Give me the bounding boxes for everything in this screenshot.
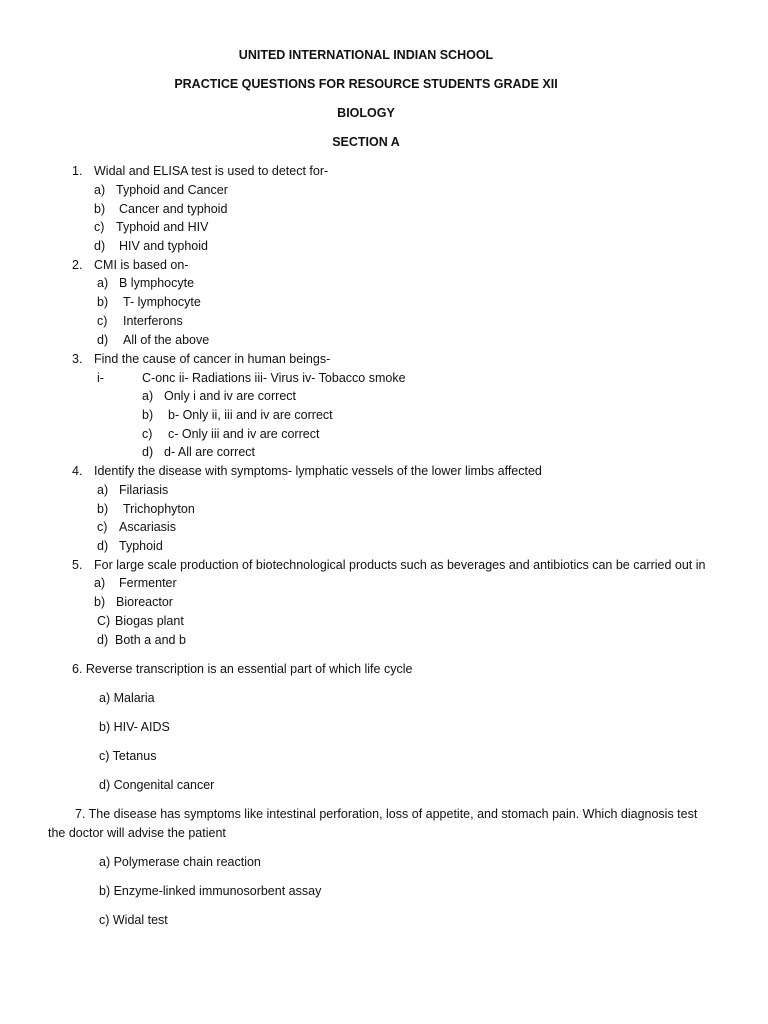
option-5b (94, 594, 173, 610)
question-7: 7. The disease has symptoms like intestinal perforation, loss of appetite, and stomach pain. Which diagnosis test (75, 807, 698, 821)
option-label: b) (94, 595, 106, 609)
option-label: C) (97, 614, 111, 628)
question-text: For large scale production of biotechnological products such as beverages and antibiotics can be carried out in (94, 558, 706, 572)
question-1 (72, 163, 328, 179)
option-text: HIV and typhoid (119, 239, 208, 253)
option-3d (142, 444, 255, 460)
question-7-continued: the doctor will advise the patient (48, 826, 226, 840)
option-3b (142, 407, 333, 423)
school-name: UNITED INTERNATIONAL INDIAN SCHOOL (238, 48, 494, 62)
option-text: Interferons (123, 314, 183, 328)
question-text: Widal and ELISA test is used to detect for- (94, 164, 329, 178)
question-number: 1. (72, 164, 83, 178)
option-text: c- Only iii and iv are correct (168, 427, 320, 441)
option-5a (94, 575, 177, 591)
option-5c (97, 613, 184, 629)
option-label: a) (97, 483, 109, 497)
option-2c (97, 313, 183, 329)
option-text: Trichophyton (123, 502, 195, 516)
option-7b: b) Enzyme-linked immunosorbent assay (99, 884, 322, 898)
option-4a (97, 482, 168, 498)
option-2b (97, 294, 201, 310)
option-2a (97, 275, 194, 291)
option-label: d) (97, 539, 109, 553)
question-number: 5. (72, 558, 83, 572)
option-1d (94, 238, 208, 254)
subject-heading: BIOLOGY (337, 106, 395, 120)
option-text: Bioreactor (116, 595, 173, 609)
question-text: CMI is based on- (94, 258, 189, 272)
option-text: Only i and iv are correct (164, 389, 296, 403)
option-3a (142, 388, 296, 404)
option-text: All of the above (123, 333, 210, 347)
option-text: B lymphocyte (119, 276, 195, 290)
option-5d (97, 632, 186, 648)
option-text: b- Only ii, iii and iv are correct (168, 408, 333, 422)
option-label: b) (94, 202, 106, 216)
section-heading: SECTION A (332, 135, 400, 149)
option-4c (97, 519, 176, 535)
question-3-statements (97, 370, 406, 386)
option-label: b) (97, 502, 109, 516)
question-text: Identify the disease with symptoms- lymphatic vessels of the lower limbs affected (94, 464, 542, 478)
option-1b (94, 201, 227, 217)
option-label: a) (94, 183, 106, 197)
option-text: T- lymphocyte (123, 295, 201, 309)
option-label: a) (94, 576, 106, 590)
option-text: Fermenter (119, 576, 177, 590)
option-6b: b) HIV- AIDS (99, 720, 170, 734)
question-5 (72, 557, 705, 573)
option-text: Ascariasis (119, 520, 176, 534)
option-7a: a) Polymerase chain reaction (99, 855, 261, 869)
option-label: d) (142, 445, 154, 459)
option-text: Typhoid (119, 539, 163, 553)
question-text: Find the cause of cancer in human beings- (94, 352, 331, 366)
option-label: c) (142, 427, 153, 441)
option-1a (94, 182, 228, 198)
option-4d (97, 538, 163, 554)
question-number: 3. (72, 352, 83, 366)
option-text: Typhoid and Cancer (116, 183, 228, 197)
question-3 (72, 351, 330, 367)
option-6d: d) Congenital cancer (99, 778, 215, 792)
option-text: Both a and b (115, 633, 186, 647)
option-2d (97, 332, 209, 348)
option-label: d) (94, 239, 106, 253)
option-text: d- All are correct (164, 445, 256, 459)
question-2 (72, 257, 188, 273)
option-text: Typhoid and HIV (116, 220, 209, 234)
option-label: b) (142, 408, 154, 422)
option-6c: c) Tetanus (99, 749, 157, 763)
option-4b (97, 501, 195, 517)
option-7c: c) Widal test (99, 913, 168, 927)
option-1c (94, 219, 208, 235)
question-4 (72, 463, 542, 479)
option-label: d) (97, 333, 109, 347)
option-label: b) (97, 295, 109, 309)
option-label: c) (94, 220, 105, 234)
option-text: Cancer and typhoid (119, 202, 228, 216)
question-number: 4. (72, 464, 83, 478)
option-label: a) (142, 389, 154, 403)
statement-text: C-onc ii- Radiations iii- Virus iv- Tobacco smoke (142, 371, 406, 385)
option-6a: a) Malaria (99, 691, 155, 705)
option-text: Biogas plant (115, 614, 184, 628)
option-label: d) (97, 633, 109, 647)
question-number: 2. (72, 258, 83, 272)
option-label: a) (97, 276, 109, 290)
option-label: c) (97, 314, 108, 328)
question-6: 6. Reverse transcription is an essential part of which life cycle (72, 662, 413, 676)
statement-label: i- (97, 371, 104, 385)
option-label: c) (97, 520, 108, 534)
option-text: Filariasis (119, 483, 169, 497)
option-3c (142, 426, 319, 442)
document-title: PRACTICE QUESTIONS FOR RESOURCE STUDENTS GRADE XII (174, 77, 558, 91)
